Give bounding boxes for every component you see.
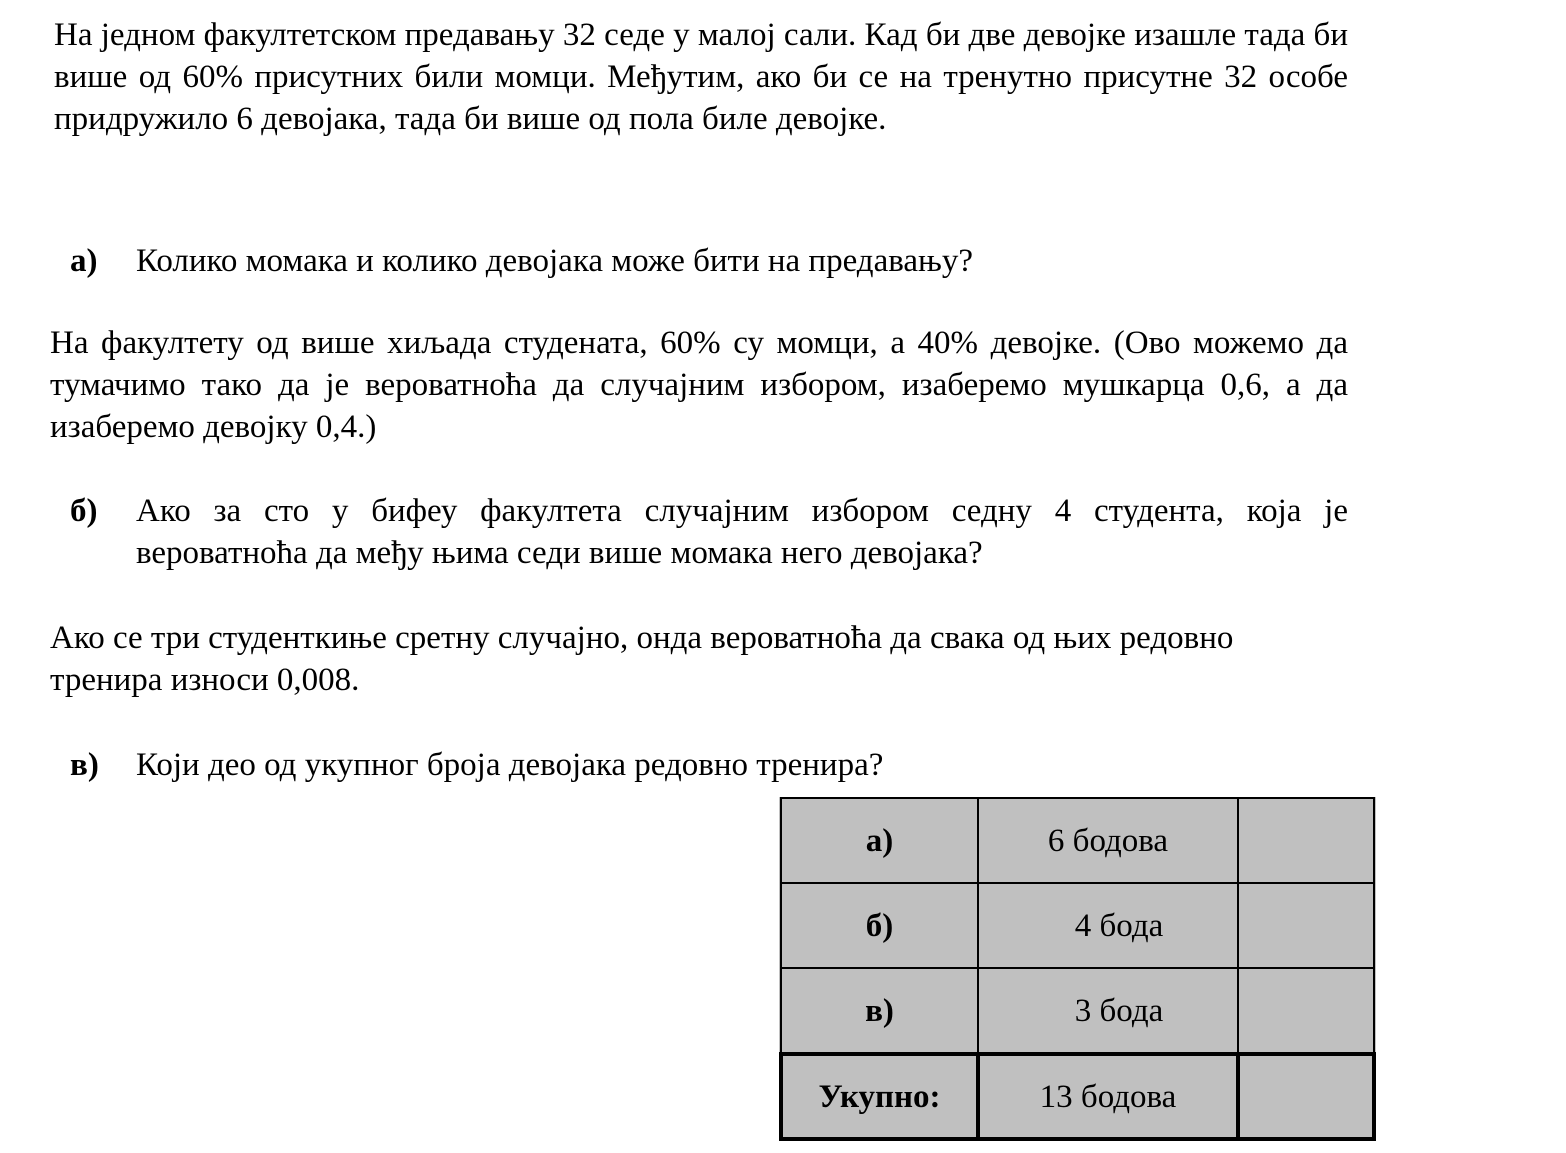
score-row-b: [781, 883, 1374, 968]
score-table: [779, 797, 1376, 1141]
question-b-text: Ако за сто у бифеу факултета случајним избором седну 4 студента, која је вероватноћа да међу њима седи више момака него девојака?: [136, 493, 1348, 571]
training-paragraph-line-2: тренира износи 0,008.: [50, 662, 360, 698]
score-value-cell: [1238, 968, 1374, 1054]
training-paragraph-line-1: Ако се три студенткиње сретну случајно, онда вероватноћа да свака од њих редовно: [50, 620, 1234, 656]
score-row-total: [781, 1054, 1374, 1139]
probability-paragraph: На факултету од више хиљада студената, 60% су момци, а 40% девојке. (Ово можемо да тумачимо тако да је вероватноћа да случајним избором, изаберемо мушкарца 0,6, а да изаберемо девојку 0,4.): [50, 325, 1348, 445]
score-part-cell: а): [781, 798, 978, 883]
score-points-cell: 6 бодова: [978, 798, 1238, 883]
score-value-cell: [1238, 883, 1374, 968]
score-total-value: [1238, 1054, 1374, 1139]
question-a-text: Колико момака и колико девојака може бити на предавању?: [136, 243, 974, 279]
training-paragraph: [50, 617, 1348, 701]
score-value-cell: [1238, 798, 1374, 883]
question-c-text: Који део од укупног броја девојака редовно тренира?: [136, 747, 884, 783]
score-row-a: [781, 798, 1374, 883]
intro-paragraph: На једном факултетском предавању 32 седе у малој сали. Кад би две девојке изашле тада би више од 60% присутних били момци. Међутим, ако би се на тренутно присутне 32 особе придружило 6 девојака, тада би више од пола биле девојке.: [54, 17, 1348, 137]
score-points-cell: 4 бода: [978, 883, 1238, 968]
question-a-label: а): [70, 243, 98, 279]
score-part-cell: в): [781, 968, 978, 1054]
score-points-cell: 3 бода: [978, 968, 1238, 1054]
question-b-label: б): [70, 493, 98, 529]
score-row-c: [781, 968, 1374, 1054]
score-total-points: 13 бодова: [978, 1054, 1238, 1139]
score-part-cell: б): [781, 883, 978, 968]
score-total-label: Укупно:: [781, 1054, 978, 1139]
question-c-label: в): [70, 747, 99, 783]
